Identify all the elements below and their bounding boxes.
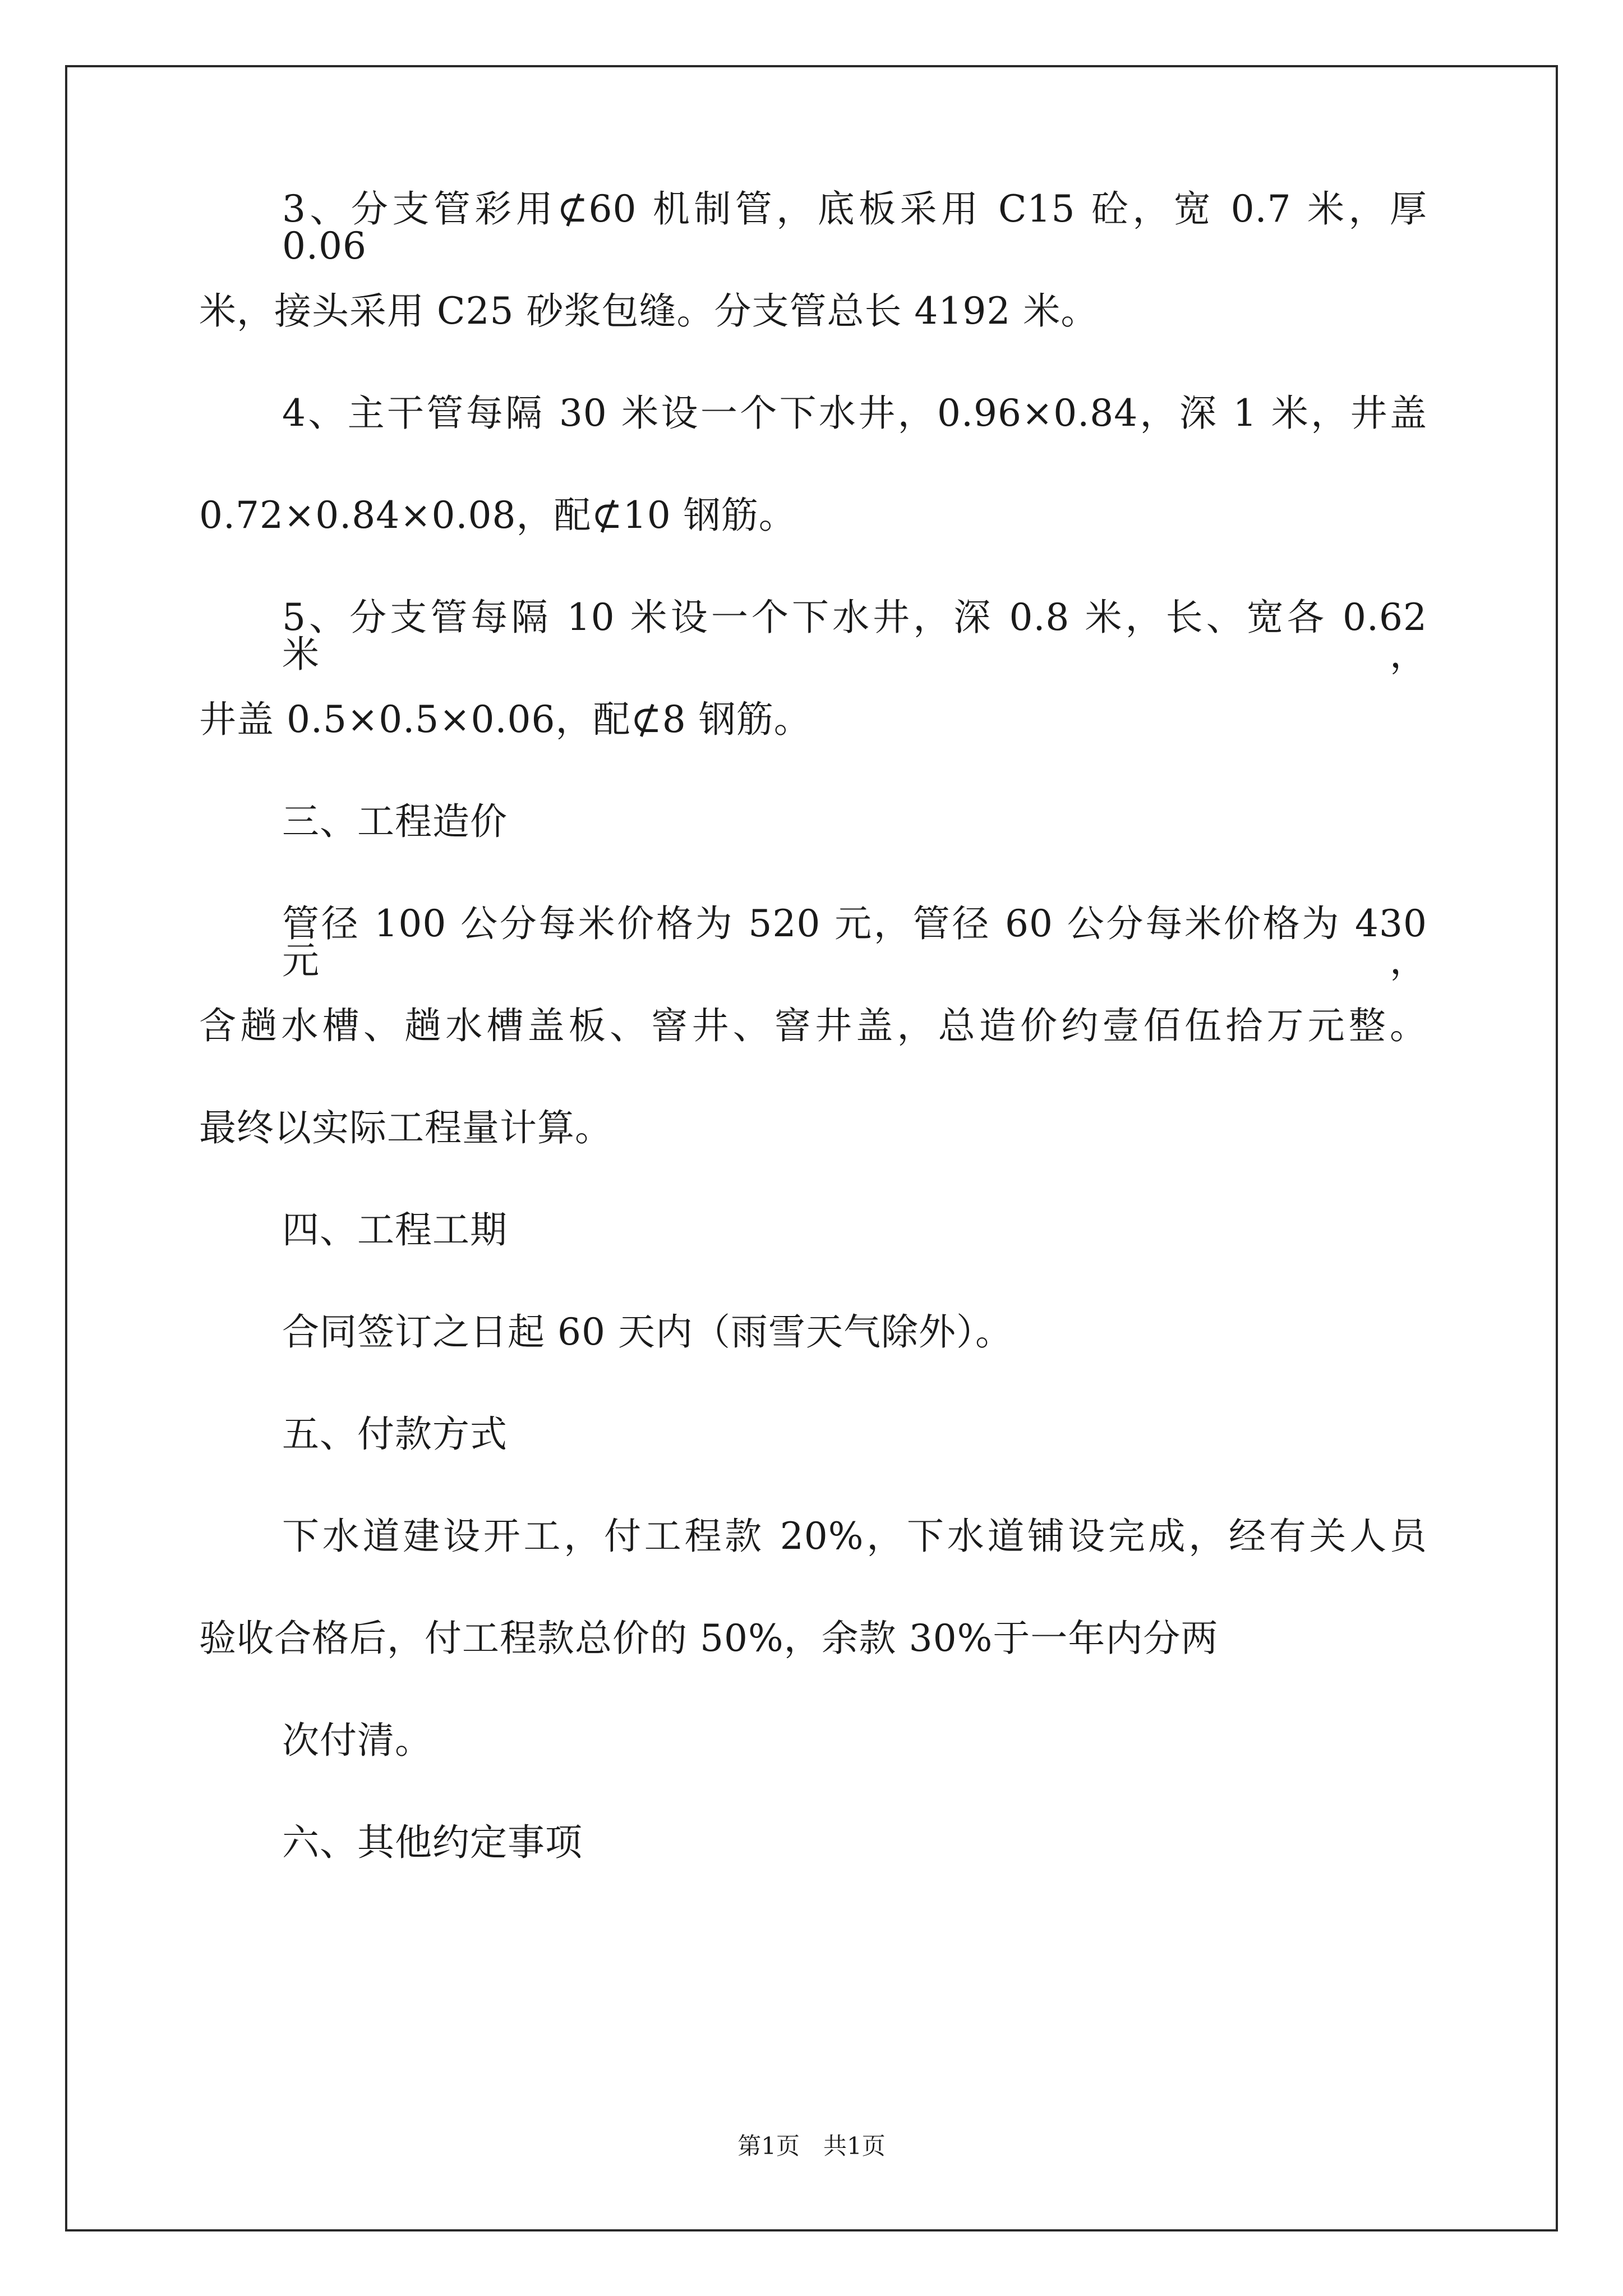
paragraph-line: 下水道建设开工，付工程款 20%，下水道铺设完成，经有关人员: [282, 1515, 1427, 1558]
paragraph-line: 验收合格后，付工程款总价的 50%，余款 30%于一年内分两: [199, 1617, 1219, 1660]
paragraph-line: 米，接头采用 C25 砂浆包缝。分支管总长 4192 米。: [199, 289, 1099, 333]
paragraph-line: 管径 100 公分每米价格为 520 元，管径 60 公分每米价格为 430 元，: [282, 902, 1427, 982]
paragraph-line: 5、分支管每隔 10 米设一个下水井，深 0.8 米，长、宽各 0.62 米，: [282, 596, 1427, 676]
section-heading: 四、工程工期: [282, 1208, 508, 1251]
paragraph-line: 3、分支管彩用⊄60 机制管，底板采用 C15 砼，宽 0.7 米，厚 0.06: [282, 187, 1427, 268]
paragraph-line: 0.72×0.84×0.08，配⊄10 钢筋。: [199, 494, 796, 537]
paragraph-line: 合同签订之日起 60 天内（雨雪天气除外）。: [282, 1310, 1013, 1354]
paragraph-line: 井盖 0.5×0.5×0.06，配⊄8 钢筋。: [199, 698, 811, 741]
paragraph-line: 次付清。: [282, 1719, 432, 1762]
section-heading: 六、其他约定事项: [282, 1821, 583, 1864]
section-heading: 五、付款方式: [282, 1412, 508, 1456]
paragraph-line: 最终以实际工程量计算。: [199, 1106, 612, 1149]
page-footer: 第1页 共1页: [737, 2132, 886, 2160]
section-heading: 三、工程造价: [282, 800, 508, 843]
paragraph-line: 含趟水槽、趟水槽盖板、窨井、窨井盖，总造价约壹佰伍拾万元整。: [199, 1004, 1427, 1047]
paragraph-line: 4、主干管每隔 30 米设一个下水井，0.96×0.84，深 1 米，井盖: [282, 392, 1427, 435]
